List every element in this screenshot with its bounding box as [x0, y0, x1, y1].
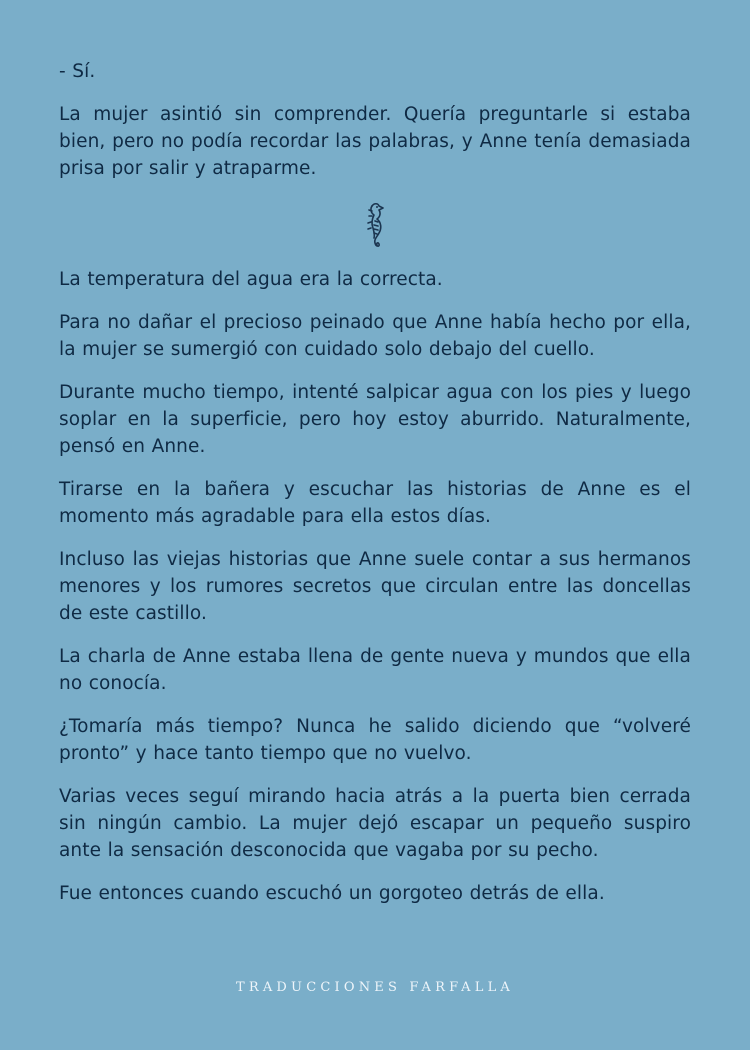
paragraph: Fue entonces cuando escuchó un gorgoteo detrás de ella.	[59, 883, 605, 904]
seahorse-icon	[363, 201, 387, 251]
paragraph: - Sí.	[59, 61, 96, 82]
paragraph: La temperatura del agua era la correcta.	[59, 269, 443, 290]
paragraph: Tirarse en la bañera y escuchar las historias de Anne es el momento más agradable para ella estos días.	[59, 479, 691, 527]
paragraph: La charla de Anne estaba llena de gente nueva y mundos que ella no conocía.	[59, 646, 691, 694]
paragraph: ¿Tomaría más tiempo? Nunca he salido diciendo que “volveré pronto” y hace tanto tiempo que no vuelvo.	[59, 716, 691, 764]
paragraph: Para no dañar el precioso peinado que Anne había hecho por ella, la mujer se sumergió con cuidado solo debajo del cuello.	[59, 312, 691, 360]
page-body	[59, 58, 691, 923]
paragraph: La mujer asintió sin comprender. Quería preguntarle si estaba bien, pero no podía recordar las palabras, y Anne tenía demasiada prisa por salir y atraparme.	[59, 104, 691, 179]
section-divider	[59, 196, 691, 256]
paragraph: Incluso las viejas historias que Anne suele contar a sus hermanos menores y los rumores secretos que circulan entre las doncellas de este castillo.	[59, 549, 691, 624]
footer-credit: TRADUCCIONES FARFALLA	[235, 980, 514, 995]
paragraph: Durante mucho tiempo, intenté salpicar agua con los pies y luego soplar en la superficie, pero hoy estoy aburrido. Naturalmente, pensó en Anne.	[59, 382, 691, 457]
paragraph: Varias veces seguí mirando hacia atrás a la puerta bien cerrada sin ningún cambio. La mujer dejó escapar un pequeño suspiro ante la sensación desconocida que vagaba por su pecho.	[59, 786, 691, 861]
